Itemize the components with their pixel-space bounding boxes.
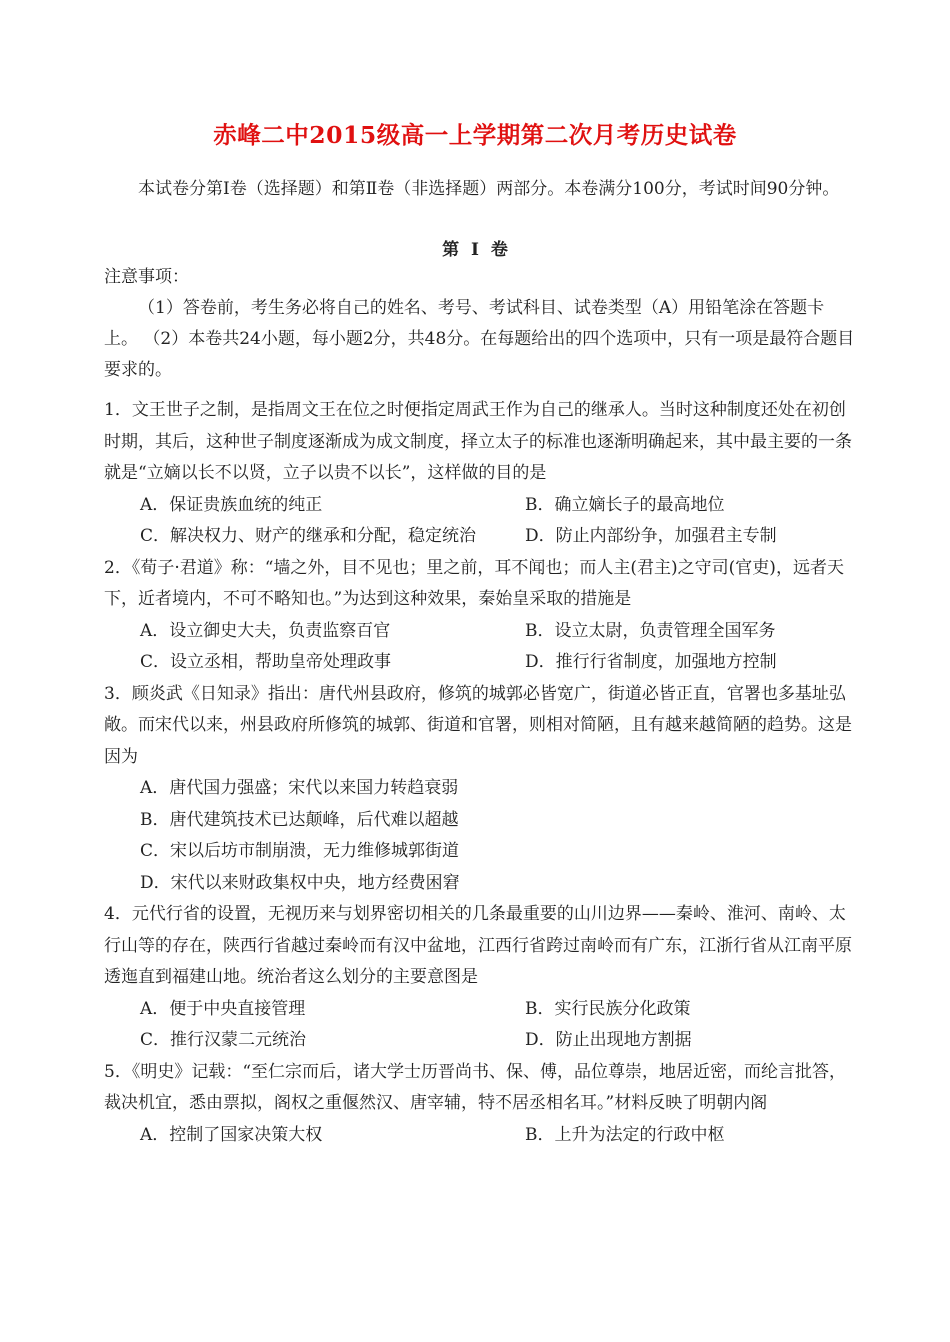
option-c: C．推行汉蒙二元统治 xyxy=(140,1030,307,1050)
exam-title: 赤峰二中2015级高一上学期第二次月考历史试卷 xyxy=(213,121,737,149)
question-stem: 4．元代行省的设置，无视历来与划界密切相关的几条最重要的山川边界——秦岭、淮河、南岭、太行山等的存在，陕西行省越过秦岭而有汉中盆地，江西行省跨过南岭而有广东，江浙行省从江南平原透迤直到福建山地。统治者这么划分的主要意图是 xyxy=(104,904,852,987)
option-row xyxy=(104,490,856,522)
option-a: A．设立御史大夫，负责监察百官 xyxy=(140,620,391,641)
option-b: B．上升为法定的行政中枢 xyxy=(525,1124,725,1145)
option-row xyxy=(104,616,856,648)
question-stem: 3．顾炎武《日知录》指出：唐代州县政府，修筑的城郭必皆宽广，街道必皆正直，官署也多基址弘敞。而宋代以来，州县政府所修筑的城郭、街道和官署，则相对简陋，且有越来越简陋的趋势。这是因为 xyxy=(104,683,852,767)
question-4 xyxy=(104,899,856,1057)
notes-heading: 注意事项： xyxy=(104,267,189,287)
question-1 xyxy=(104,395,856,553)
option-d: D．防止内部纷争，加强君主专制 xyxy=(525,526,777,546)
option-b: B．设立太尉，负责管理全国军务 xyxy=(525,620,776,641)
option-d: D．推行行省制度，加强地方控制 xyxy=(525,652,777,672)
question-stem: 2．《荀子·君道》称：“墙之外，目不见也；里之前，耳不闻也；而人主(君主)之守司(官吏)，远者天下，近者境内，不可不略知也。”为达到这种效果，秦始皇采取的措施是 xyxy=(104,557,844,609)
question-list xyxy=(104,395,856,1151)
option-a: A．控制了国家决策大权 xyxy=(140,1124,323,1145)
question-2 xyxy=(104,553,856,679)
option-d: D．宋代以来财政集权中央，地方经费困窘 xyxy=(140,872,460,893)
option-a: A．保证贵族血统的纯正 xyxy=(140,494,323,515)
exam-intro: 本试卷分第Ⅰ卷（选择题）和第Ⅱ卷（非选择题）两部分。本卷满分100分，考试时间90分钟。 xyxy=(138,179,840,199)
question-stem: 5．《明史》记载：“至仁宗而后，诸大学士历晋尚书、保、傅，品位尊崇，地居近密，而纶言批答，裁决机宜，悉由票拟，阁权之重偃然汉、唐宰辅，特不居丞相名耳。”材料反映了明朝内阁 xyxy=(104,1061,847,1113)
option-row xyxy=(104,1025,856,1057)
option-c: C．设立丞相，帮助皇帝处理政事 xyxy=(140,652,392,672)
option-b: B．唐代建筑技术已达颠峰，后代难以超越 xyxy=(140,809,459,830)
option-row xyxy=(104,1120,856,1152)
question-5 xyxy=(104,1057,856,1152)
question-3 xyxy=(104,679,856,900)
option-b: B．确立嫡长子的最高地位 xyxy=(525,494,725,515)
option-row xyxy=(104,521,856,553)
option-row xyxy=(104,647,856,679)
option-a: A．唐代国力强盛；宋代以来国力转趋衰弱 xyxy=(140,778,459,798)
section-heading: 第 Ⅰ 卷 xyxy=(442,240,508,260)
notes-body: （1）答卷前，考生务必将自己的姓名、考号、考试科目、试卷类型（A）用铅笔涂在答题卡上。 （2）本卷共24小题，每小题2分，共48分。在每题给出的四个选项中，只有一项是最符合题目要求的。 xyxy=(104,298,855,380)
option-c: C．解决权力、财产的继承和分配，稳定统治 xyxy=(140,526,477,546)
option-a: A．便于中央直接管理 xyxy=(140,998,306,1019)
option-row xyxy=(104,994,856,1026)
option-c: C．宋以后坊市制崩溃，无力维修城郭街道 xyxy=(140,841,460,861)
question-stem: 1．文王世子之制，是指周文王在位之时便指定周武王作为自己的继承人。当时这种制度还处在初创时期，其后，这种世子制度逐渐成为成文制度，择立太子的标准也逐渐明确起来，其中最主要的一条就是“立嫡以长不以贤，立子以贵不以长”，这样做的目的是 xyxy=(104,400,852,483)
notes-block xyxy=(104,262,856,386)
option-d: D．防止出现地方割据 xyxy=(525,1030,692,1050)
option-b: B．实行民族分化政策 xyxy=(525,998,691,1019)
